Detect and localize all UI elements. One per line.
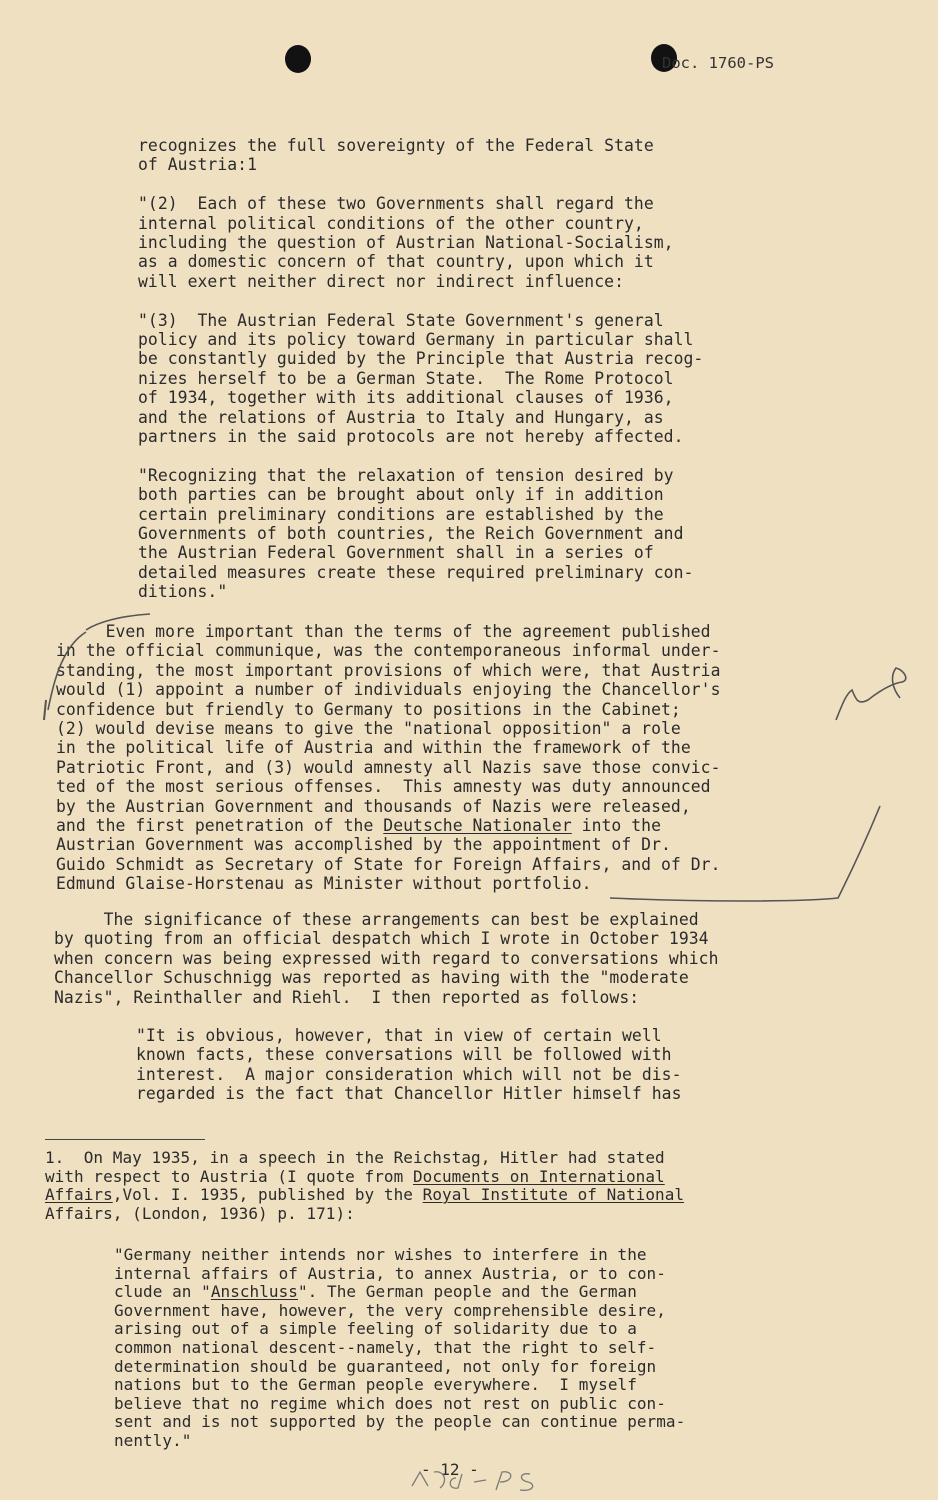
- body-text-line: Even more important than the terms of the agreement published: [56, 622, 711, 641]
- footnote-quote-line: sent and is not supported by the people can continue perma-: [114, 1412, 686, 1432]
- margin-bracket-right: [610, 806, 880, 901]
- page-number: - 12 -: [421, 1460, 479, 1479]
- body-text-line: Austrian Government was accomplished by the appointment of Dr.: [56, 835, 671, 855]
- handwritten-doc-number: [412, 1472, 533, 1491]
- quoted-text-line: "It is obvious, however, that in view of certain well: [136, 1026, 662, 1045]
- body-text-line: Nazis", Reinthaller and Riehl. I then reported as follows:: [54, 987, 640, 1007]
- quoted-text-line: and the relations of Austria to Italy and Hungary, as: [138, 407, 664, 427]
- body-text-line: when concern was being expressed with regard to conversations which: [54, 948, 719, 968]
- quoted-text-line: "(3) The Austrian Federal State Government's general: [138, 310, 664, 330]
- body-text-line: would (1) appoint a number of individuals enjoying the Chancellor's: [56, 680, 721, 700]
- body-text-line: (2) would devise means to give the "national opposition" a role: [56, 719, 681, 738]
- footnote-quote-line: common national descent--namely, that the right to self-: [114, 1338, 657, 1357]
- quoted-text-line: ditions.": [138, 582, 228, 602]
- quoted-text-line: will exert neither direct nor indirect influence:: [138, 271, 624, 291]
- quoted-text-line: as a domestic concern of that country, upon which it: [138, 252, 654, 272]
- body-text-line: Patriotic Front, and (3) would amnesty all Nazis save those convic-: [56, 757, 721, 777]
- footnote-quote-line: nently.": [114, 1431, 192, 1450]
- quoted-text-line: both parties can be brought about only if in addition: [138, 485, 664, 505]
- quoted-text-line: nizes herself to be a German State. The Rome Protocol: [138, 368, 674, 388]
- footnote-quote-line: "Germany neither intends nor wishes to interfere in the: [114, 1245, 647, 1264]
- body-text-line: standing, the most important provisions of which were, that Austria: [56, 660, 721, 680]
- quoted-text-line: "Recognizing that the relaxation of tension desired by: [138, 465, 674, 485]
- footnote-quote-line: clude an "Anschluss". The German people and the German: [114, 1282, 637, 1302]
- footnote-quote-line: internal affairs of Austria, to annex Austria, or to con-: [114, 1263, 666, 1283]
- quoted-text-line: including the question of Austrian National-Socialism,: [138, 233, 674, 252]
- body-text-line: and the first penetration of the Deutsche Nationaler into the: [56, 816, 662, 835]
- margin-bracket-top: [86, 614, 150, 630]
- quoted-text-line: "(2) Each of these two Governments shall regard the: [138, 194, 654, 214]
- body-text-line: The significance of these arrangements can best be explained: [54, 910, 699, 929]
- footnote-line: with respect to Austria (I quote from Documents on International: [45, 1166, 665, 1186]
- quoted-text-line: of 1934, together with its additional clauses of 1936,: [138, 388, 674, 408]
- body-text-line: Guido Schmidt as Secretary of State for Foreign Affairs, and of Dr.: [56, 854, 721, 874]
- quoted-text-line: policy and its policy toward Germany in particular shall: [138, 330, 694, 349]
- quoted-text-line: be constantly guided by the Principle that Austria recog-: [138, 349, 704, 369]
- body-text-line: confidence but friendly to Germany to positions in the Cabinet;: [56, 699, 681, 719]
- quoted-text-line: Governments of both countries, the Reich Government and: [138, 524, 684, 543]
- body-text-line: in the political life of Austria and within the framework of the: [56, 738, 691, 758]
- footnote-line: Affairs, (London, 1936) p. 171):: [45, 1203, 355, 1223]
- body-text-line: by quoting from an official despatch which I wrote in October 1934: [54, 929, 709, 949]
- margin-initials: [836, 668, 906, 720]
- body-text-line: Edmund Glaise-Horstenau as Minister without portfolio.: [56, 874, 592, 894]
- quoted-text-line: of Austria:1: [138, 155, 258, 175]
- quoted-text-line: known facts, these conversations will be followed with: [136, 1045, 672, 1065]
- document-reference: Doc. 1760-PS: [662, 54, 774, 72]
- margin-bracket-tick: [44, 700, 46, 720]
- footnote-quote-line: Government have, however, the very comprehensible desire,: [114, 1300, 666, 1320]
- quoted-text-line: recognizes the full sovereignty of the Federal State: [138, 136, 654, 155]
- footnote-quote-line: arising out of a simple feeling of solidarity due to a: [114, 1319, 637, 1339]
- quoted-text-line: detailed measures create these required preliminary con-: [138, 562, 694, 582]
- quoted-text-line: regarded is the fact that Chancellor Hitler himself has: [136, 1084, 682, 1104]
- body-text-line: Chancellor Schuschnigg was reported as having with the "moderate: [54, 968, 689, 988]
- quoted-text-line: certain preliminary conditions are established by the: [138, 504, 664, 524]
- quoted-text-line: the Austrian Federal Government shall in a series of: [138, 543, 654, 563]
- footnote-line: 1. On May 1935, in a speech in the Reichstag, Hitler had stated: [45, 1148, 665, 1167]
- body-text-line: ted of the most serious offenses. This amnesty was duty announced: [56, 777, 711, 797]
- body-text-line: in the official communique, was the contemporaneous informal under-: [56, 641, 721, 661]
- body-text-line: by the Austrian Government and thousands of Nazis were released,: [56, 796, 691, 816]
- quoted-text-line: interest. A major consideration which will not be dis-: [136, 1064, 682, 1084]
- quoted-text-line: internal political conditions of the other country,: [138, 213, 644, 233]
- quoted-text-line: partners in the said protocols are not hereby affected.: [138, 427, 684, 446]
- footnote-quote-line: nations but to the German people everywhere. I myself: [114, 1375, 637, 1395]
- footnote-line: Affairs,Vol. I. 1935, published by the Royal Institute of National: [45, 1185, 685, 1205]
- margin-bracket-left: [48, 632, 86, 710]
- footnote-quote-line: determination should be guaranteed, not only for foreign: [114, 1356, 657, 1376]
- footnote-quote-line: believe that no regime which does not rest on public con-: [114, 1393, 666, 1413]
